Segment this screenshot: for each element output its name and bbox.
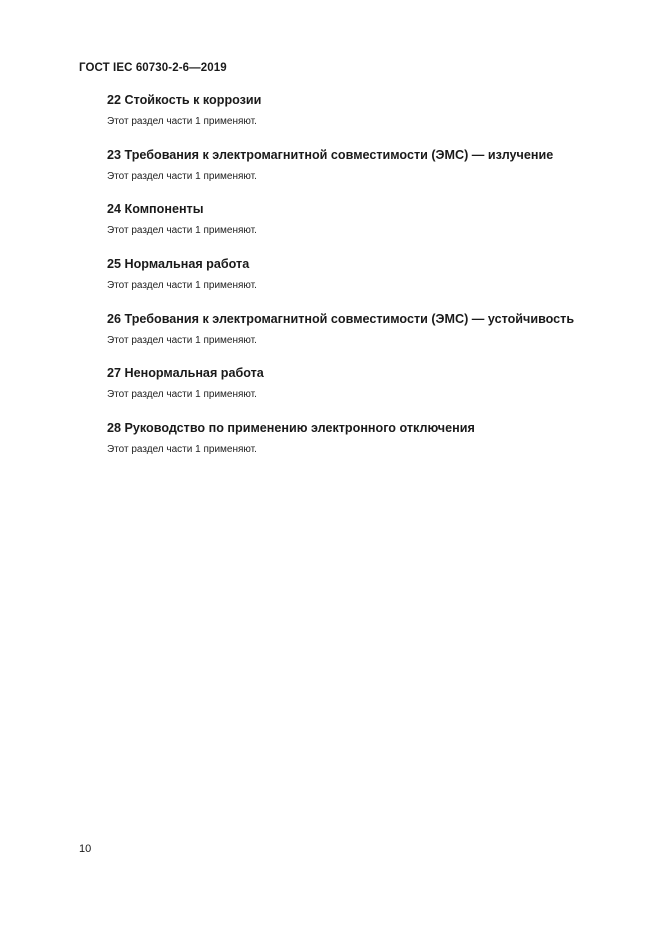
section-title: 24 Компоненты bbox=[107, 202, 204, 217]
section-body: Этот раздел части 1 применяют. bbox=[107, 225, 257, 237]
section-24 bbox=[107, 201, 627, 256]
section-25 bbox=[107, 256, 627, 311]
section-27 bbox=[107, 365, 627, 420]
section-body: Этот раздел части 1 применяют. bbox=[107, 334, 257, 346]
section-title: 26 Требования к электромагнитной совместимости (ЭМС) — устойчивость bbox=[107, 311, 575, 326]
section-body: Этот раздел части 1 применяют. bbox=[107, 116, 257, 127]
section-28 bbox=[107, 420, 627, 475]
section-body: Этот раздел части 1 применяют. bbox=[107, 444, 257, 456]
section-title: 28 Руководство по применению электронного отключения bbox=[107, 421, 475, 436]
section-title: 27 Ненормальная работа bbox=[107, 366, 264, 381]
section-22 bbox=[107, 92, 627, 147]
section-title: 25 Нормальная работа bbox=[107, 257, 250, 272]
document-header: ГОСТ IEC 60730-2-6—2019 bbox=[79, 62, 227, 74]
page-number: 10 bbox=[79, 843, 92, 855]
section-list bbox=[107, 92, 627, 475]
section-23 bbox=[107, 147, 627, 202]
section-26 bbox=[107, 311, 627, 366]
section-title: 23 Требования к электромагнитной совместимости (ЭМС) — излучение bbox=[107, 147, 554, 162]
section-body: Этот раздел части 1 применяют. bbox=[107, 280, 257, 292]
section-body: Этот раздел части 1 применяют. bbox=[107, 170, 257, 182]
section-title: 22 Стойкость к коррозии bbox=[107, 93, 262, 107]
section-body: Этот раздел части 1 применяют. bbox=[107, 389, 257, 401]
